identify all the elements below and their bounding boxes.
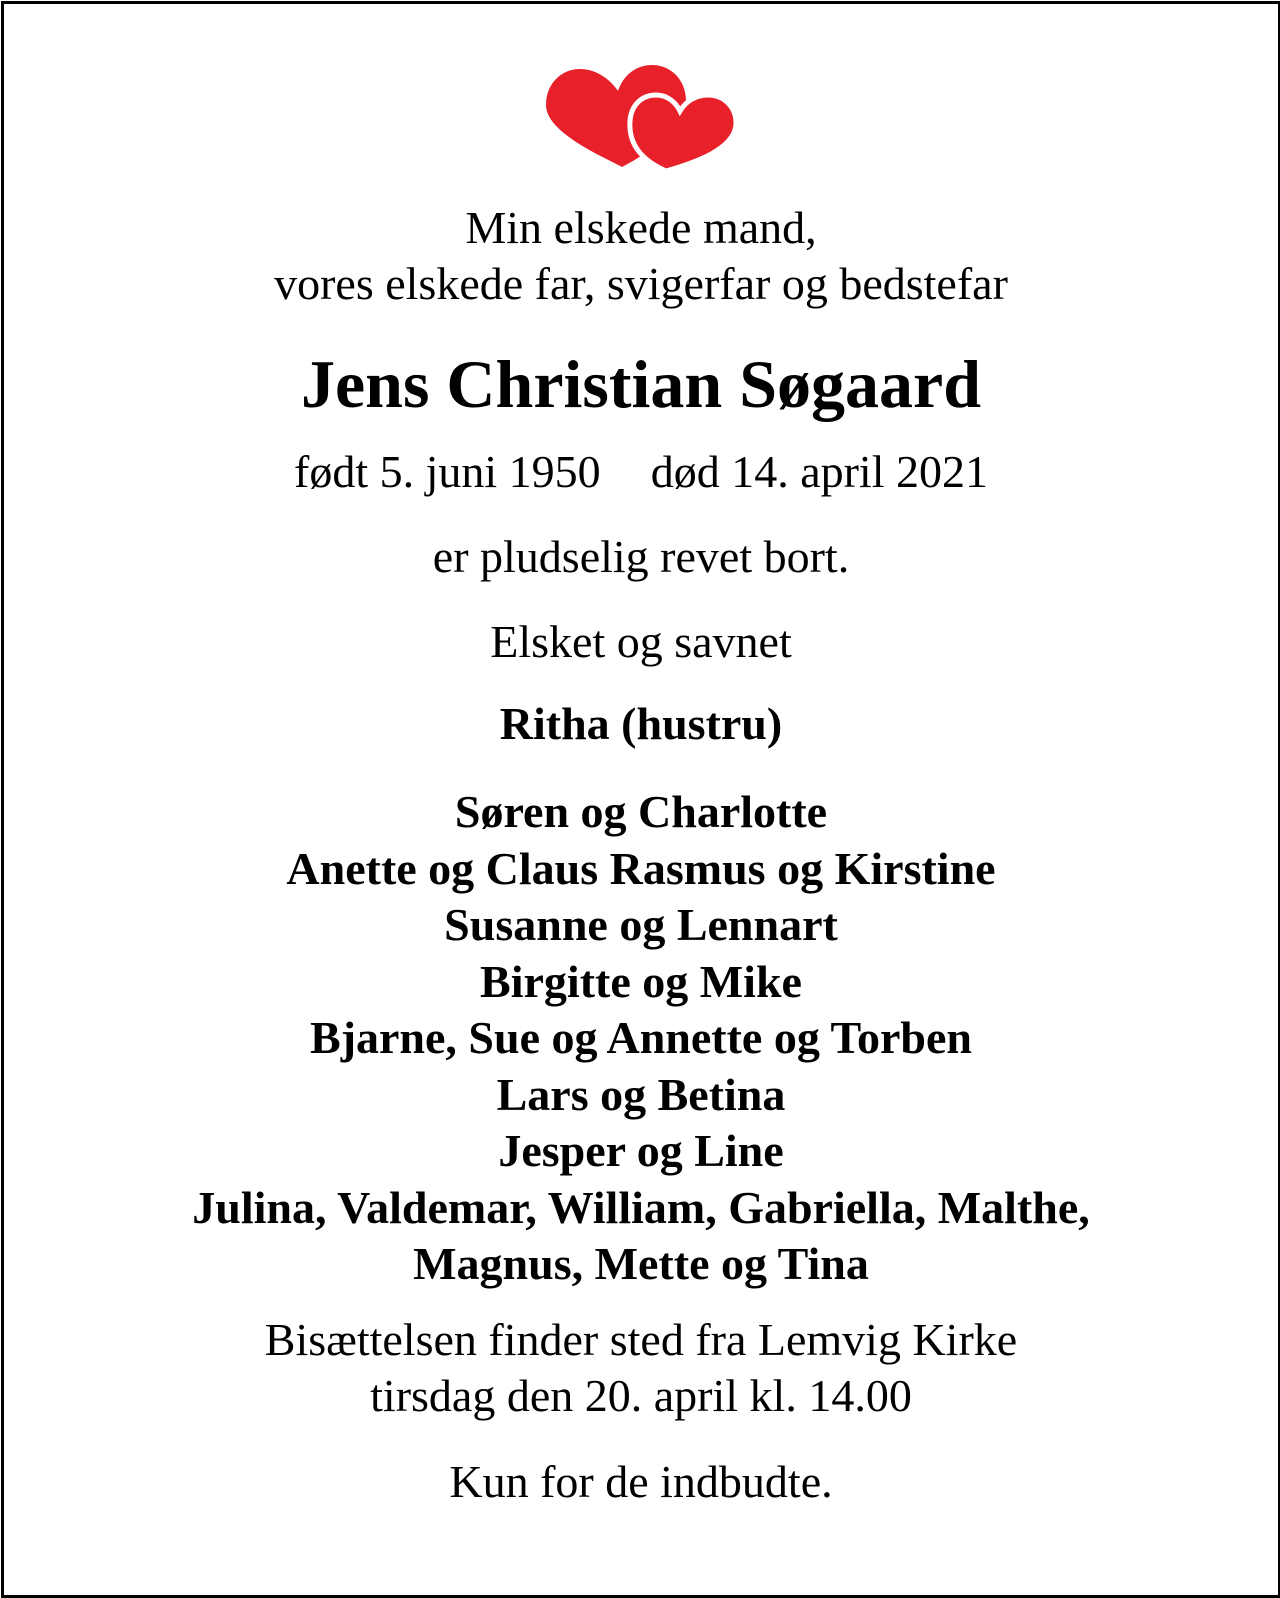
life-dates (4, 444, 1278, 500)
family-line: Lars og Betina (496, 1068, 786, 1120)
family-line: Anette og Claus Rasmus og Kirstine (286, 842, 996, 894)
passing-text: er pludselig revet bort. (432, 531, 850, 582)
loved-missed-text: Elsket og savnet (490, 616, 792, 667)
family-line: Julina, Valdemar, William, Gabriella, Malthe, (192, 1181, 1090, 1233)
birth-date: født 5. juni 1950 (294, 446, 601, 497)
family-line: Bjarne, Sue og Annette og Torben (310, 1012, 972, 1063)
family-line: Magnus, Mette og Tina (413, 1238, 869, 1289)
deceased-name: Jens Christian Søgaard (300, 346, 982, 422)
double-heart-icon (544, 59, 744, 179)
family-line: Søren og Charlotte (454, 786, 828, 837)
funeral-location: Bisættelsen finder sted fra Lemvig Kirke (264, 1314, 1018, 1365)
family-line: Jesper og Line (498, 1125, 784, 1176)
family-line: Birgitte og Mike (480, 955, 802, 1007)
intro-line-2: vores elskede far, svigerfar og bedstefar (274, 258, 1008, 309)
funeral-time: tirsdag den 20. april kl. 14.00 (370, 1370, 912, 1421)
family-line: Susanne og Lennart (444, 899, 838, 950)
death-date: død 14. april 2021 (650, 446, 988, 497)
obituary-frame (1, 1, 1280, 1598)
closing-note: Kun for de indbudte. (449, 1456, 833, 1507)
family-list (4, 784, 1278, 1293)
right-heart-icon (630, 95, 736, 171)
intro-text (4, 200, 1278, 312)
intro-line-1: Min elskede mand, (465, 202, 817, 253)
spouse-name: Ritha (hustru) (499, 698, 783, 749)
funeral-info (4, 1312, 1278, 1424)
